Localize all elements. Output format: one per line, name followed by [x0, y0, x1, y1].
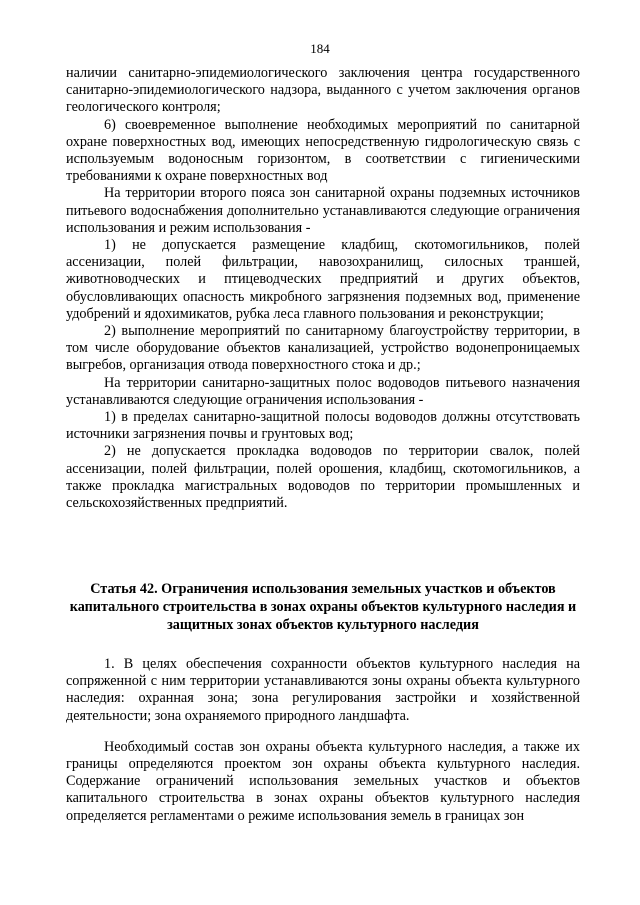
- article-title: . Ограничения использования земельных участков и объектов капитального строительства в зонах охраны объектов культурного наследия и защитных зонах объектов культурного наследия: [69, 581, 577, 633]
- body-text-bottom: [66, 656, 580, 825]
- article-number: Статья 42: [90, 581, 155, 597]
- paragraph: 1. В целях обеспечения сохранности объектов культурного наследия на сопряженной с ним территории устанавливаются зоны охраны объекта культурного наследия: охранная зона; зона регулирования застройки и хозяйственной деятельности; зона охраняемого природного ландшафта.: [66, 656, 580, 724]
- paragraph: На территории второго пояса зон санитарной охраны подземных источников питьевого водоснабжения дополнительно устанавливаются следующие ограничения использования и режим использования -: [66, 185, 580, 236]
- page-number: 184: [310, 41, 330, 56]
- paragraph: 1) в пределах санитарно-защитной полосы водоводов должны отсутствовать источники загрязнения почвы и грунтовых вод;: [66, 409, 580, 443]
- article-heading: [66, 580, 580, 634]
- paragraph: наличии санитарно-эпидемиологического заключения центра государственного санитарно-эпидемиологического надзора, выданного с учетом заключения органов геологического контроля;: [66, 65, 580, 116]
- paragraph: На территории санитарно-защитных полос водоводов питьевого назначения устанавливаются следующие ограничения использования -: [66, 374, 580, 408]
- paragraph: Необходимый состав зон охраны объекта культурного наследия, а также их границы определяются проектом зон охраны объекта культурного наследия. Содержание ограничений использования земельных участков и объектов капитального строительства в зонах охраны объектов культурного наследия определяется регламентами о режиме использования земель в границах зон: [66, 738, 580, 824]
- paragraph: 6) своевременное выполнение необходимых мероприятий по санитарной охране поверхностных вод, имеющих непосредственную гидрологическую связь с используемым водоносным горизонтом, в соответствии с гигиеническими требованиями к охране поверхностных вод: [66, 116, 580, 185]
- paragraph: 2) выполнение мероприятий по санитарному благоустройству территории, в том числе оборудование объектов канализацией, устройство водонепроницаемых выгребов, организация отвода поверхностного стока и др.;: [66, 323, 580, 374]
- paragraph: 1) не допускается размещение кладбищ, скотомогильников, полей ассенизации, полей фильтрации, навозохранилищ, силосных траншей, животноводческих и птицеводческих предприятий и других объектов, обусловливающих опасность микробного загрязнения подземных вод, применение удобрений и ядохимикатов, рубка леса главного пользования и реконструкции;: [66, 237, 580, 322]
- body-text-top: [66, 65, 580, 512]
- paragraph: 2) не допускается прокладка водоводов по территории свалок, полей ассенизации, полей фильтрации, полей орошения, кладбищ, скотомогильников, а также прокладка магистральных водоводов по территории промышленных и сельскохозяйственных предприятий.: [66, 443, 580, 512]
